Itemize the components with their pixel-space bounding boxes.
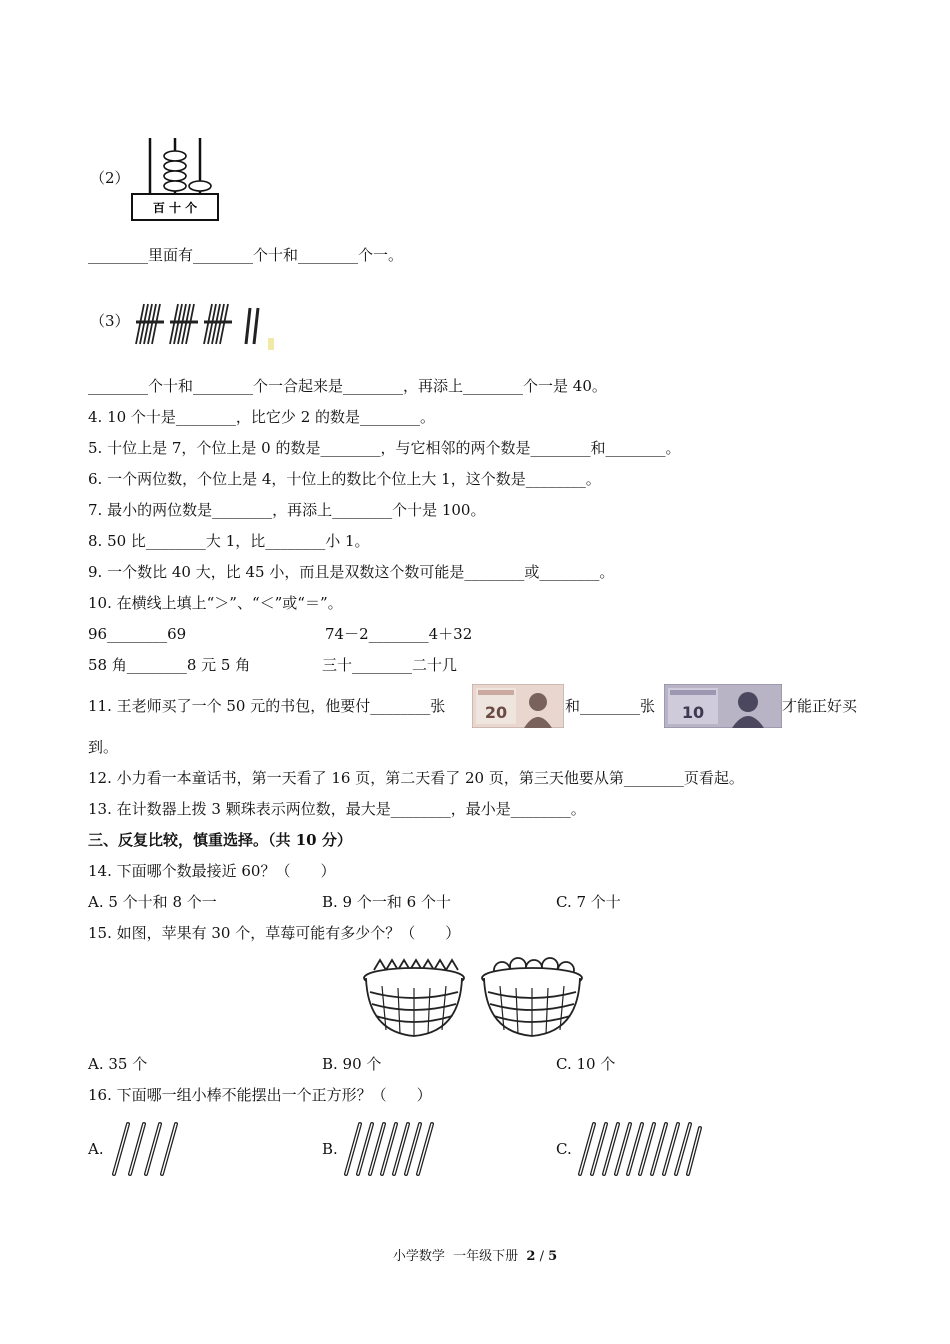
- question-8: 8. 50 比________大 1，比________小 1。: [88, 532, 370, 550]
- q16-option-b: B.: [322, 1140, 338, 1158]
- question-15: 15. 如图，苹果有 30 个，草莓可能有多少个？（ ）: [88, 924, 461, 942]
- footer-page-total: 5: [548, 1249, 558, 1264]
- sticks-group-b: [340, 1118, 442, 1180]
- q14-option-b: B. 9 个一和 6 个十: [322, 893, 451, 911]
- q15-option-b: B. 90 个: [322, 1055, 382, 1073]
- footer-text: 小学数学 一年级下册: [392, 1249, 527, 1264]
- q10-row1-right: 74－2________4＋32: [325, 625, 473, 643]
- q14-option-a: A. 5 个十和 8 个一: [88, 893, 217, 911]
- question-13: 13. 在计数器上拨 3 颗珠表示两位数，最大是________，最小是________。: [88, 800, 586, 818]
- question-11-part-a: 11. 王老师买了一个 50 元的书包，他要付________张: [88, 697, 446, 715]
- q14-option-c: C. 7 个十: [556, 893, 621, 911]
- q16-option-c: C.: [556, 1140, 572, 1158]
- question-4: 4. 10 个十是________，比它少 2 的数是________。: [88, 408, 436, 426]
- question-14: 14. 下面哪个数最接近 60？（ ）: [88, 862, 336, 880]
- question-11-part-b: 和________张: [565, 697, 656, 715]
- q10-row2-left: 58 角________8 元 5 角: [88, 656, 251, 674]
- footer-page-number: 2: [526, 1249, 536, 1264]
- question-9: 9. 一个数比 40 大，比 45 小，而且是双数这个数可能是________或________。: [88, 563, 615, 581]
- sticks-group-a: [108, 1118, 184, 1180]
- q15-option-a: A. 35 个: [88, 1055, 148, 1073]
- part3-label: （3）: [90, 312, 130, 330]
- stick-bundles-figure: [130, 298, 274, 350]
- question-11-part-d: 到。: [88, 738, 119, 756]
- q15-option-c: C. 10 个: [556, 1055, 616, 1073]
- question-10: 10. 在横线上填上“＞”、“＜”或“＝”。: [88, 594, 343, 612]
- section-3-heading-pre: 三、反复比较，慎重选择。（共: [88, 831, 296, 849]
- question-12: 12. 小力看一本童话书，第一天看了 16 页，第二天看了 20 页，第三天他要从第________页看起。: [88, 769, 744, 787]
- question-6: 6. 一个两位数，个位上是 4，十位上的数比个位上大 1，这个数是________。: [88, 470, 601, 488]
- section-3-heading-post: 分）: [316, 831, 352, 849]
- part3-line: ________个十和________个一合起来是________，再添上________个一是 40。: [88, 377, 607, 395]
- section-3-heading: [88, 830, 352, 850]
- page-footer: [0, 1245, 950, 1264]
- question-7: 7. 最小的两位数是________，再添上________个十是 100。: [88, 501, 486, 519]
- part2-label: （2）: [90, 169, 130, 187]
- q16-option-a: A.: [88, 1140, 104, 1158]
- q10-row1-left: 96________69: [88, 625, 187, 643]
- banknote-10-image: [664, 684, 782, 728]
- fruit-baskets-figure: [362, 956, 584, 1040]
- sticks-group-c: [574, 1118, 706, 1180]
- banknote-20-image: [472, 684, 564, 728]
- abacus-figure: [130, 136, 220, 222]
- question-5: 5. 十位上是 7，个位上是 0 的数是________，与它相邻的两个数是________和________。: [88, 439, 681, 457]
- part2-line: ________里面有________个十和________个一。: [88, 246, 404, 264]
- footer-separator: /: [535, 1249, 549, 1264]
- abacus-labels: 百 十 个: [152, 201, 198, 215]
- banknote-20-value: 20: [484, 703, 508, 722]
- question-11-part-c: 才能正好买: [782, 697, 858, 715]
- q10-row2-right: 三十________二十几: [322, 656, 458, 674]
- banknote-10-value: 10: [681, 703, 705, 722]
- question-16: 16. 下面哪一组小棒不能摆出一个正方形？（ ）: [88, 1086, 432, 1104]
- section-3-points: 10: [295, 831, 317, 849]
